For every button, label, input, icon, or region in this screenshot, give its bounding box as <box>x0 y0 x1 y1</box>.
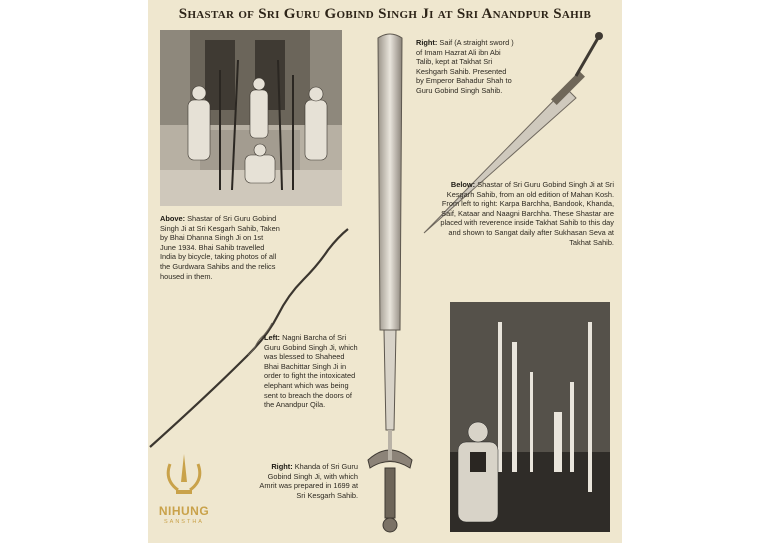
page-title: Shastar of Sri Guru Gobind Singh Ji at Sri Anandpur Sahib <box>178 6 592 22</box>
caption-below: Below: Shastar of Sri Guru Gobind Singh Ji at Sri Kesgarh Sahib, from an old edition of Mahan Kosh. From left to right: Karpa Barchha, Bandook, Khanda, Saif, Kataar and Naagni Barchha. These Shastar are placed with reverence inside Takhat Sahib to this day and shown to Sangat daily after Sukhasan Seva at Takhat Sahib. <box>440 180 614 247</box>
photo-1934-shastar <box>160 30 342 206</box>
caption-saif: Right: Saif (A straight sword ) of Imam Hazrat Ali ibn Abi Talib, kept at Takhat Sri Keshgarh Sahib. Presented by Emperor Bahadur Shah to Guru Gobind Singh Sahib. <box>416 38 514 95</box>
caption-nagni-barcha: Left: Nagni Barcha of Sri Guru Gobind Singh Ji, which was blessed to Shaheed Bhai Bachittar Singh Ji in order to fight the intoxicated elephant which was being sent to breach the doors of the Anandpur Qila. <box>264 333 358 410</box>
khanda-emblem-icon <box>164 452 204 498</box>
document-page <box>148 0 622 543</box>
logo-subtext: SANSTHA <box>164 519 204 525</box>
caption-above: Above: Shastar of Sri Guru Gobind Singh Ji at Sri Kesgarh Sahib, Taken by Bhai Dhanna Singh Ji on 1st June 1934. Bhai Sahib travelled India by bicycle, taking photos of all the Gurdwara Sahibs and the relics housed in them. <box>160 214 280 281</box>
caption-khanda: Right: Khanda of Sri Guru Gobind Singh Ji, with which Amrit was prepared in 1699 at Sri Kesgarh Sahib. <box>259 462 358 500</box>
nihung-logo <box>154 452 214 538</box>
khanda-sword-image <box>360 30 420 540</box>
photo-mahan-kosh-shastar <box>450 302 610 532</box>
logo-text: NIHUNG <box>158 504 210 518</box>
